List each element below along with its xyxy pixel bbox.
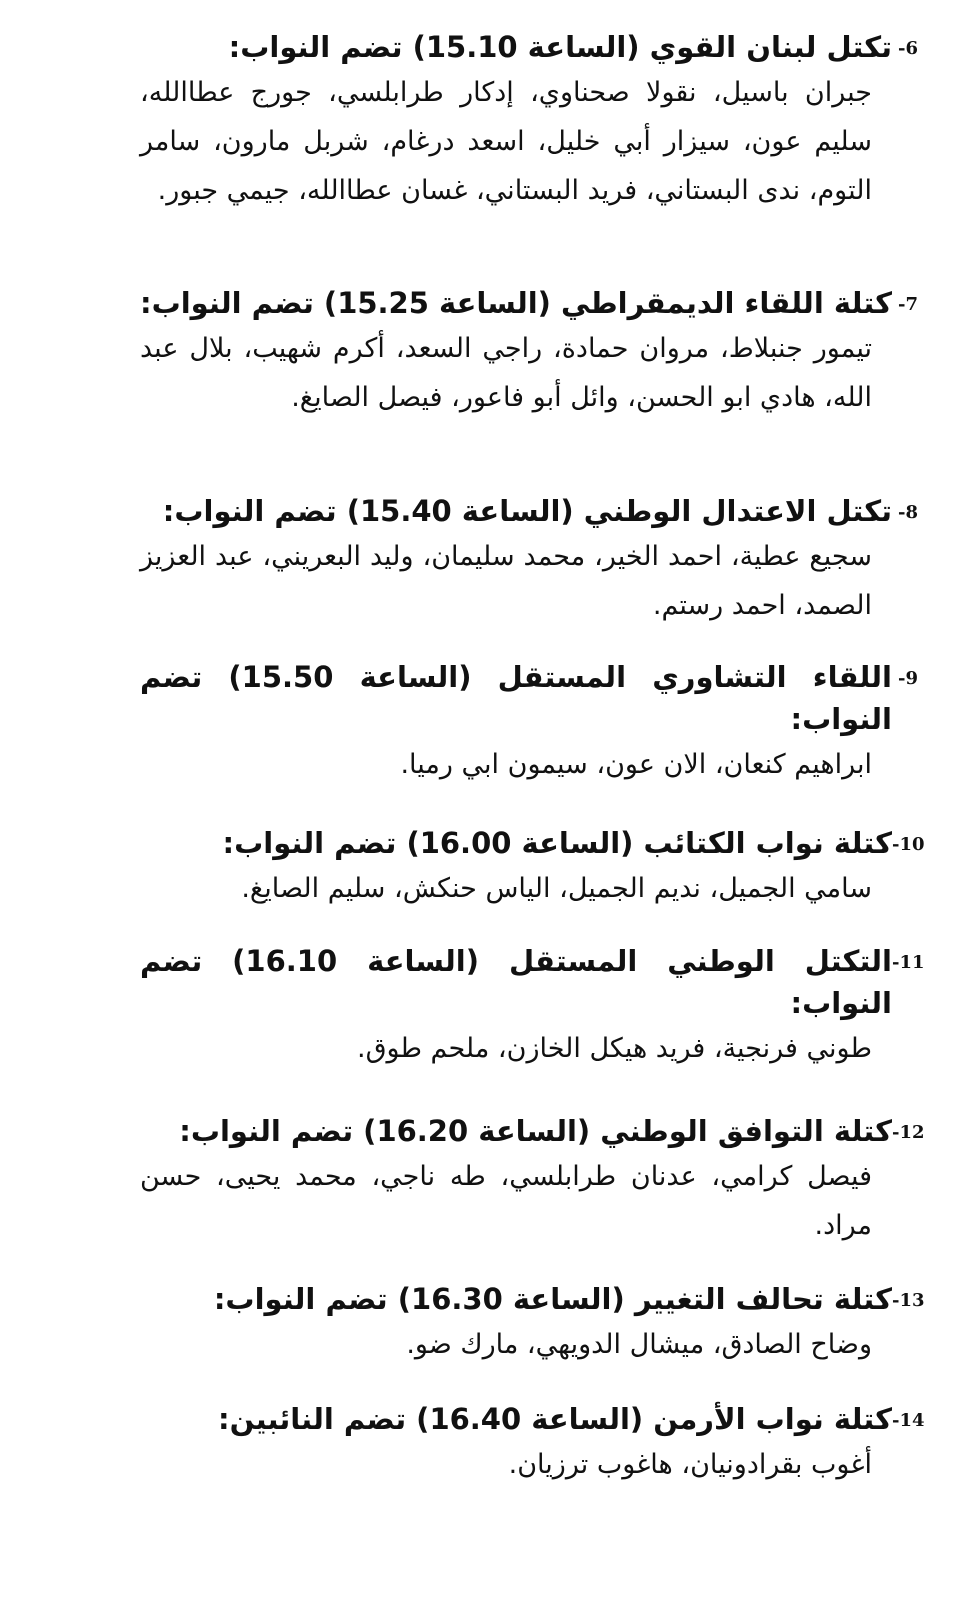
entry-members: أغوب بقرادونيان، هاغوب ترزيان. (508, 1449, 872, 1480)
entry-members: طوني فرنجية، فريد هيكل الخازن، ملحم طوق. (356, 1033, 872, 1064)
bloc-entry-13 (140, 1278, 925, 1369)
entry-number: -8 (898, 502, 918, 523)
entry-number: -6 (898, 38, 918, 59)
bloc-entry-11 (140, 940, 925, 1073)
entry-members: وضاح الصادق، ميشال الدويهي، مارك ضو. (406, 1329, 872, 1360)
entry-number: -12 (892, 1122, 925, 1143)
bloc-entry-6 (140, 26, 918, 215)
entry-heading: تكتل لبنان القوي (الساعة 15.10) تضم النواب: (228, 30, 892, 64)
entry-number: -14 (892, 1410, 925, 1431)
bloc-entry-12 (140, 1110, 925, 1250)
bloc-entry-10 (140, 822, 925, 913)
entry-members: فيصل كرامي، عدنان طرابلسي، طه ناجي، محمد يحيى، حسن مراد. (140, 1161, 872, 1241)
entry-number: -10 (892, 834, 925, 855)
bloc-entry-7 (140, 282, 918, 422)
entry-heading: التكتل الوطني المستقل (الساعة 16.10) تضم النواب: (140, 944, 892, 1020)
entry-members: جبران باسيل، نقولا صحناوي، إدكار طرابلسي، جورج عطاالله، سليم عون، سيزار أبي خليل، اسعد درغام، شربل مارون، سامر التوم، ندى البستاني، فريد البستاني، غسان عطاالله، جيمي جبور. (140, 77, 872, 206)
bloc-entry-14 (140, 1398, 925, 1489)
entry-members: سجيع عطية، احمد الخير، محمد سليمان، وليد البعريني، عبد العزيز الصمد، احمد رستم. (140, 541, 872, 621)
entry-heading: كتلة نواب الكتائب (الساعة 16.00) تضم النواب: (222, 826, 892, 860)
entry-members: سامي الجميل، نديم الجميل، الياس حنكش، سليم الصايغ. (241, 873, 872, 904)
entry-heading: كتلة التوافق الوطني (الساعة 16.20) تضم النواب: (179, 1114, 892, 1148)
entry-members: تيمور جنبلاط، مروان حمادة، راجي السعد، أكرم شهيب، بلال عبد الله، هادي ابو الحسن، وائل أبو فاعور، فيصل الصايغ. (140, 333, 872, 413)
entry-heading: كتلة اللقاء الديمقراطي (الساعة 15.25) تضم النواب: (140, 286, 892, 320)
entry-number: -11 (892, 952, 925, 973)
entry-number: -7 (898, 294, 918, 315)
entry-number: -13 (892, 1290, 925, 1311)
entry-number: -9 (898, 668, 918, 689)
entry-heading: اللقاء التشاوري المستقل (الساعة 15.50) تضم النواب: (140, 660, 893, 736)
entry-heading: كتلة نواب الأرمن (الساعة 16.40) تضم النائبين: (217, 1402, 892, 1436)
entry-members: ابراهيم كنعان، الان عون، سيمون ابي رميا. (400, 749, 872, 780)
entry-heading: كتلة تحالف التغيير (الساعة 16.30) تضم النواب: (213, 1282, 892, 1316)
bloc-entry-9 (140, 656, 918, 789)
bloc-entry-8 (140, 490, 918, 630)
entry-heading: تكتل الاعتدال الوطني (الساعة 15.40) تضم النواب: (162, 494, 892, 528)
